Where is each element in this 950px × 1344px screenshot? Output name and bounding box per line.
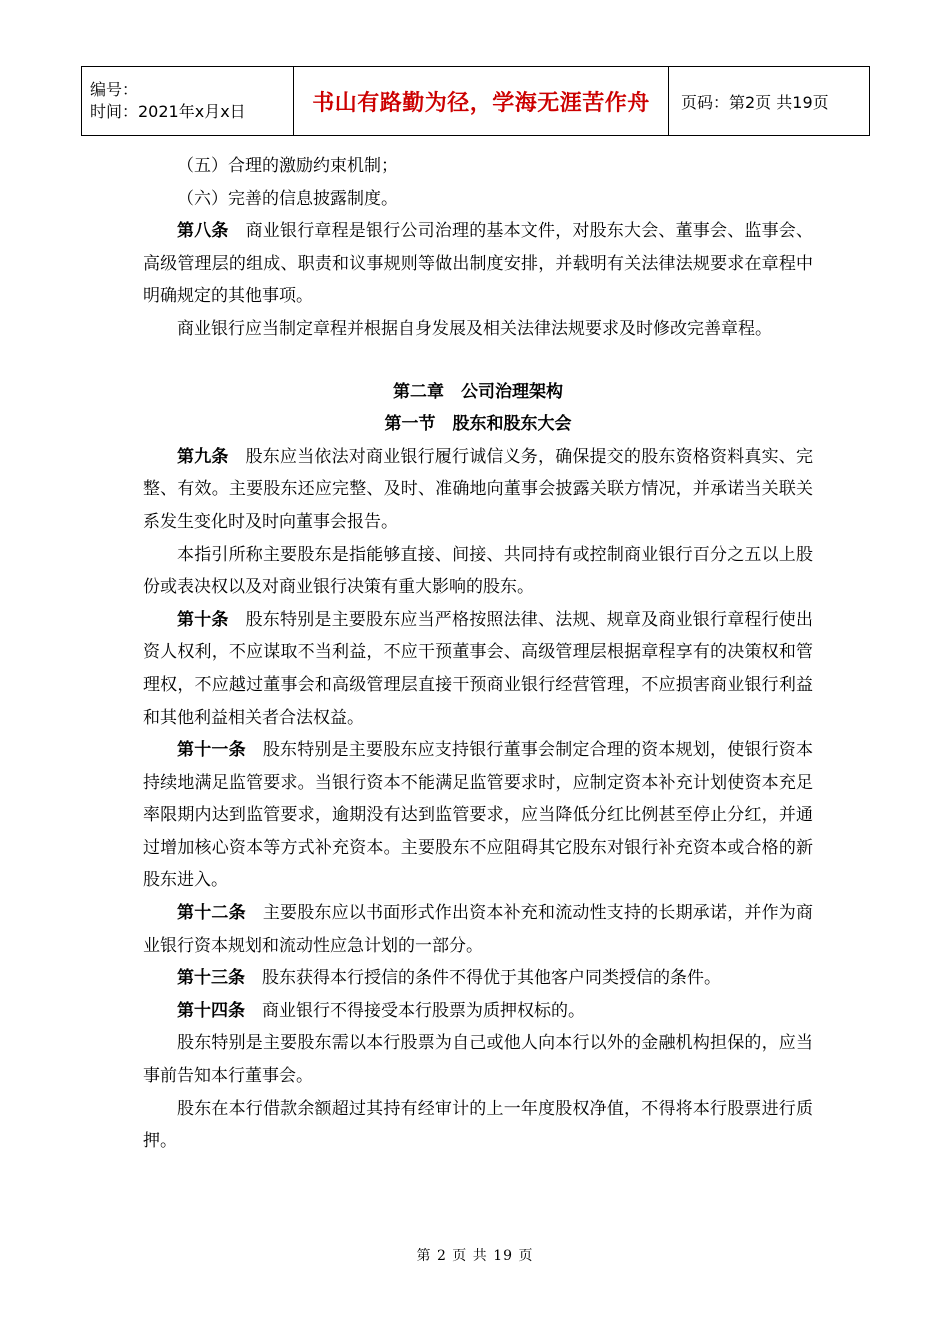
paragraph-text: 商业银行应当制定章程并根据自身发展及相关法律法规要求及时修改完善章程。 bbox=[177, 318, 772, 339]
paragraph bbox=[143, 215, 813, 313]
article-number: 第十四条 bbox=[177, 1000, 245, 1021]
paragraph-text: 本指引所称主要股东是指能够直接、间接、共同持有或控制商业银行百分之五以上股份或表决权以及对商业银行决策有重大影响的股东。 bbox=[143, 544, 813, 598]
paragraph-text: 股东获得本行授信的条件不得优于其他客户同类授信的条件。 bbox=[262, 968, 721, 989]
header-meta bbox=[82, 67, 294, 136]
article-number: 第九条 bbox=[177, 446, 229, 467]
paragraph bbox=[143, 313, 813, 346]
paragraph-text: （六）完善的信息披露制度。 bbox=[177, 188, 398, 209]
header-page-info: 页码：第2页 共19页 bbox=[669, 67, 870, 136]
paragraph bbox=[143, 539, 813, 604]
paragraph-text: （五）合理的激励约束机制； bbox=[177, 156, 398, 176]
page-footer: 第 2 页 共 19 页 bbox=[416, 1248, 534, 1264]
article-number: 第十二条 bbox=[177, 903, 246, 924]
paragraph bbox=[143, 1093, 813, 1158]
paragraph bbox=[143, 962, 813, 995]
paragraph bbox=[143, 183, 813, 216]
article-number: 第十一条 bbox=[177, 740, 246, 761]
header-motto: 书山有路勤为径，学海无涯苦作舟 bbox=[294, 67, 669, 136]
paragraph bbox=[143, 1027, 813, 1092]
document-date: 时间：2021年x月x日 bbox=[90, 102, 246, 121]
paragraph bbox=[143, 441, 813, 539]
paragraph-text: 股东应当依法对商业银行履行诚信义务，确保提交的股东资格资料真实、完整、有效。主要股东还应完整、及时、准确地向董事会披露关联方情况，并承诺当关联关系发生变化时及时向董事会报告。 bbox=[143, 446, 814, 532]
paragraph-group-top bbox=[143, 150, 813, 346]
paragraph-text: 股东特别是主要股东应支持银行董事会制定合理的资本规划，使银行资本持续地满足监管要求。当银行资本不能满足监管要求时，应制定资本补充计划使资本充足率限期内达到监管要求，逾期没有达到监管要求，应当降低分红比例甚至停止分红，并通过增加核心资本等方式补充资本。主要股东不应阻碍其它股东对银行补充资本或合格的新股东进入。 bbox=[143, 740, 814, 891]
page-header bbox=[81, 66, 870, 136]
document-body bbox=[143, 150, 813, 1158]
paragraph bbox=[143, 150, 813, 183]
paragraph-text: 主要股东应以书面形式作出资本补充和流动性支持的长期承诺，并作为商业银行资本规划和流动性应急计划的一部分。 bbox=[143, 903, 814, 956]
paragraph bbox=[143, 734, 813, 897]
paragraph bbox=[143, 604, 813, 734]
paragraph bbox=[143, 995, 813, 1028]
paragraph-text: 商业银行不得接受本行股票为质押权标的。 bbox=[262, 1000, 585, 1021]
paragraph-text: 商业银行章程是银行公司治理的基本文件，对股东大会、董事会、监事会、高级管理层的组成、职责和议事规则等做出制度安排，并载明有关法律法规要求在章程中明确规定的其他事项。 bbox=[143, 221, 814, 307]
article-number: 第十三条 bbox=[177, 968, 245, 989]
document-number: 编号： bbox=[90, 80, 139, 99]
paragraph-text: 股东特别是主要股东应当严格按照法律、法规、规章及商业银行章程行使出资人权利，不应谋取不当利益，不应干预董事会、高级管理层根据章程享有的决策权和管理权，不应越过董事会和高级管理层直接干预商业银行经营管理，不应损害商业银行利益和其他利益相关者合法权益。 bbox=[143, 609, 814, 728]
paragraph bbox=[143, 897, 813, 962]
article-number: 第十条 bbox=[177, 609, 229, 630]
paragraph-text: 股东在本行借款余额超过其持有经审计的上一年度股权净值，不得将本行股票进行质押。 bbox=[143, 1098, 813, 1152]
chapter-title: 第二章 公司治理架构 bbox=[393, 381, 563, 402]
section-title: 第一节 股东和股东大会 bbox=[384, 414, 572, 435]
article-number: 第八条 bbox=[177, 221, 229, 242]
paragraph-group-bottom bbox=[143, 441, 813, 1158]
paragraph-text: 股东特别是主要股东需以本行股票为自己或他人向本行以外的金融机构担保的，应当事前告知本行董事会。 bbox=[143, 1033, 813, 1087]
